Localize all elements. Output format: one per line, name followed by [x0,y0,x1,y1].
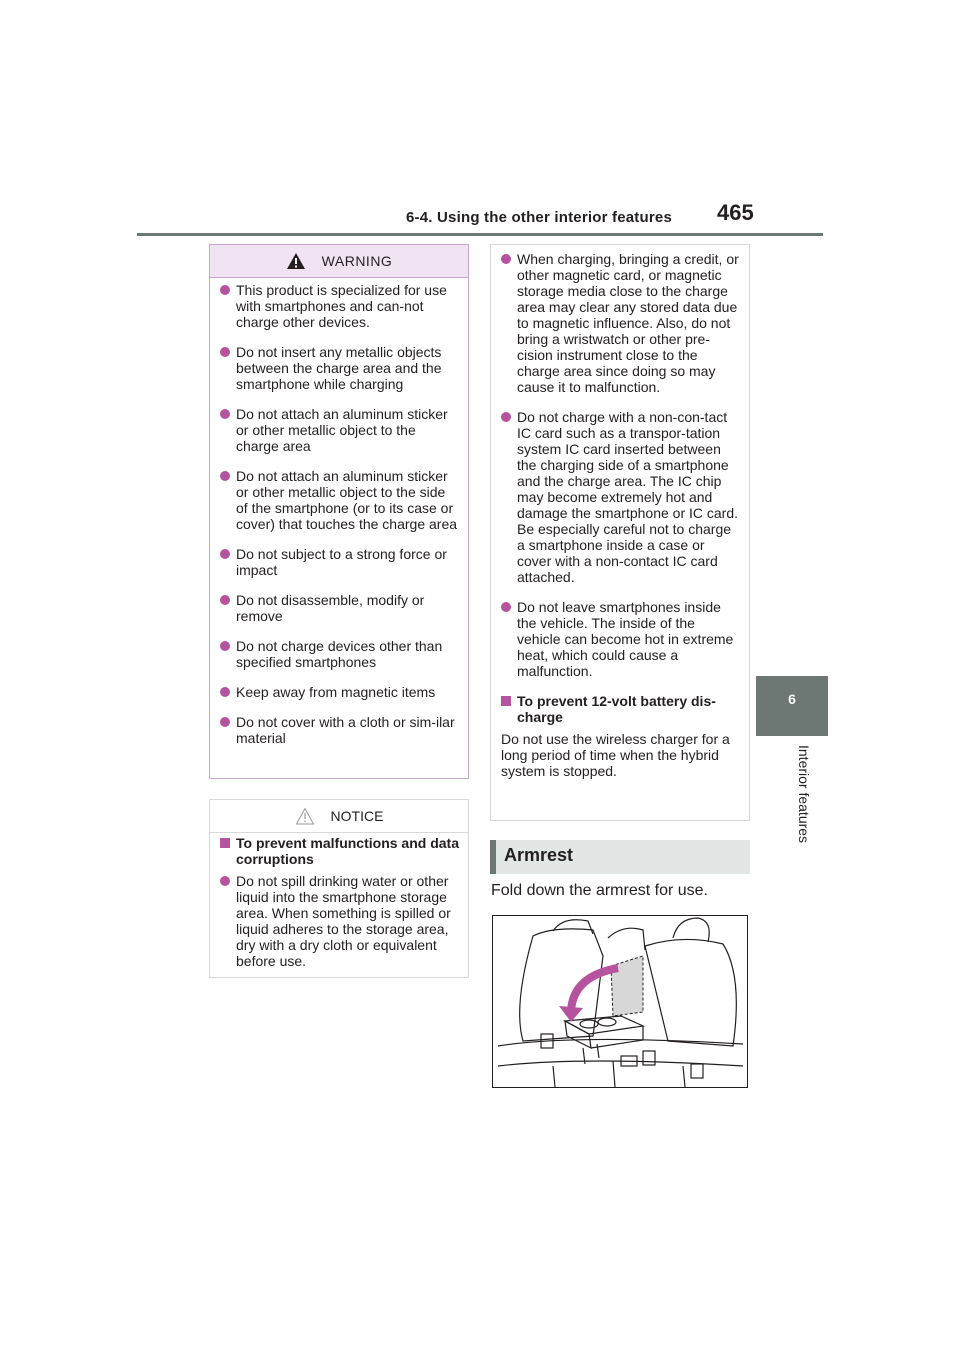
bullet-icon [220,409,230,419]
battery-text: Do not use the wireless charger for a long period of time when the hybrid system is stopped. [501,731,730,779]
section-title: 6-4. Using the other interior features [406,209,672,226]
bullet-icon [220,471,230,481]
armrest-body: Fold down the armrest for use. [491,882,708,899]
notice-heading: To prevent malfunctions and data corruptions [220,835,460,867]
page-number: 465 [717,200,754,225]
warning-item: Do not charge with a non-con-tact IC card such as a transpor-tation system IC card inserted between the charging side of a smartphone and the charge area. The IC chip may become extremely hot and damage the smartphone or IC card. Be especially careful not to charge a smartphone inside a case or cover with a non-contact IC card attached. [501,409,741,585]
armrest-drawing [493,916,747,1087]
battery-heading: To prevent 12-volt battery dis-charge [501,693,741,725]
warning-continued-box [490,244,750,821]
armrest-title: Armrest [504,845,574,865]
warning-item: Do not leave smartphones inside the vehicle. The inside of the vehicle can become hot in extreme heat, which could cause a malfunction. [501,599,741,679]
armrest-section-header [490,840,750,874]
bullet-icon [220,876,230,886]
bullet-icon [220,347,230,357]
warning-triangle-icon [286,252,306,270]
warning-box [209,244,469,779]
bullet-icon [220,687,230,697]
square-bullet-icon [501,696,511,706]
notice-box [209,799,469,978]
warning-item: Do not charge devices other than specified smartphones [220,638,460,670]
chapter-title: Interior features [796,745,812,844]
armrest-illustration [492,915,748,1088]
warning-item: Do not attach an aluminum sticker or other metallic object to the charge area [220,406,460,454]
warning-item: Do not attach an aluminum sticker or other metallic object to the side of the smartphone (or to its case or cover) that touches the charge area [220,468,460,532]
bullet-icon [501,412,511,422]
bullet-icon [220,717,230,727]
chapter-number: 6 [788,691,796,707]
notice-item: Do not spill drinking water or other liquid into the smartphone storage area. When something is spilled or liquid adheres to the storage area, dry with a dry cloth or equivalent before use. [220,873,460,969]
section-bar [490,840,496,874]
warning-item: When charging, bringing a credit, or other magnetic card, or magnetic storage media close to the charge area may clear any stored data due to magnetic influence. Also, do not bring a wristwatch or other pre-cision instrument close to the charge area since doing so may cause it to malfunction. [501,251,741,395]
square-bullet-icon [220,838,230,848]
bullet-icon [501,602,511,612]
warning-title: WARNING [321,253,393,269]
bullet-icon [501,254,511,264]
warning-item: Do not cover with a cloth or sim-ilar material [220,714,460,746]
warning-item: Do not insert any metallic objects between the charge area and the smartphone while charging [220,344,460,392]
warning-item: This product is specialized for use with smartphones and can-not charge other devices. [220,282,460,330]
caution-triangle-icon [295,807,315,825]
bullet-icon [220,595,230,605]
warning-item: Keep away from magnetic items [220,684,460,700]
warning-item: Do not disassemble, modify or remove [220,592,460,624]
header-divider [137,233,823,236]
notice-header [210,800,468,833]
warning-item: Do not subject to a strong force or impact [220,546,460,578]
chapter-tab[interactable] [756,676,828,736]
bullet-icon [220,641,230,651]
bullet-icon [220,549,230,559]
notice-title: NOTICE [330,808,384,824]
bullet-icon [220,285,230,295]
warning-header [210,245,468,278]
